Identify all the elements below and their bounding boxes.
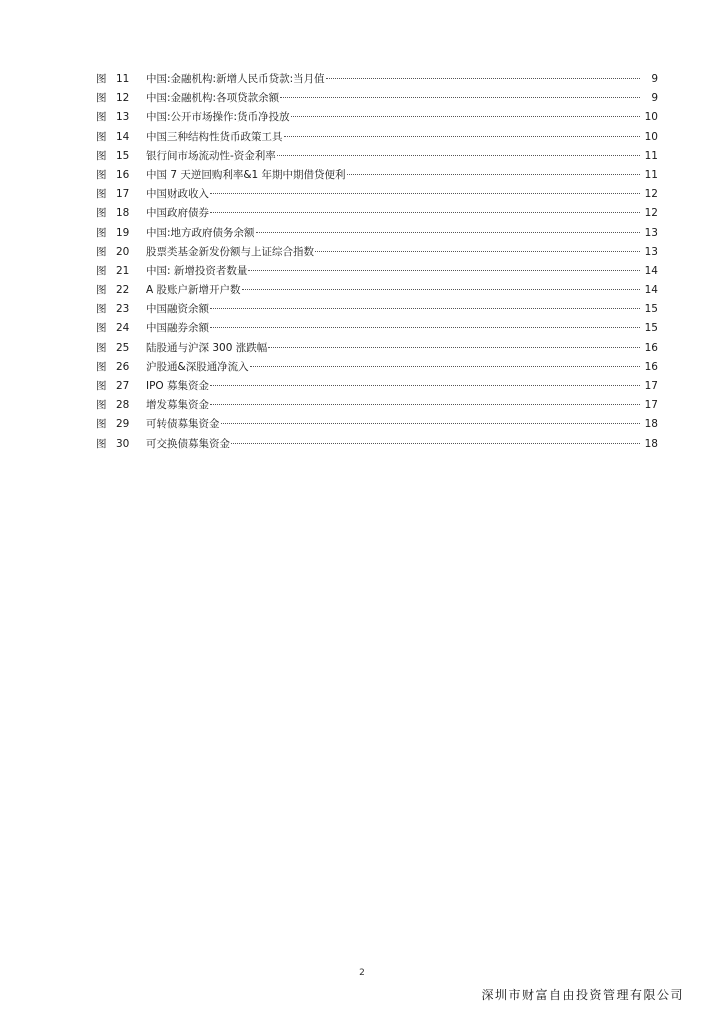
figure-label: 图 [96, 341, 107, 354]
figure-page[interactable]: 13 [644, 226, 658, 239]
figure-title[interactable]: IPO 募集资金 [146, 380, 210, 392]
toc-entry[interactable] [96, 415, 658, 434]
figure-number: 13 [116, 111, 130, 124]
figure-page[interactable]: 11 [644, 168, 658, 181]
figure-page[interactable]: 10 [644, 130, 658, 143]
figure-number: 17 [116, 188, 130, 201]
dot-leader [250, 366, 640, 367]
company-name: 深圳市财富自由投资管理有限公司 [481, 988, 684, 1002]
toc-entry[interactable] [96, 89, 658, 108]
dot-leader [221, 423, 641, 424]
dot-leader [256, 232, 640, 233]
toc-entry[interactable] [96, 358, 658, 377]
figure-label: 图 [96, 149, 107, 162]
figure-title[interactable]: 中国融券余额 [146, 322, 209, 335]
figure-label: 图 [96, 92, 107, 105]
figure-page[interactable]: 13 [644, 245, 658, 258]
dot-leader [231, 443, 640, 444]
dot-leader [210, 327, 640, 328]
figure-label: 图 [96, 188, 107, 201]
figure-title[interactable]: 可转债募集资金 [146, 418, 220, 431]
figure-page[interactable]: 14 [644, 264, 658, 277]
figure-number: 18 [116, 207, 130, 220]
dot-leader [268, 347, 640, 348]
toc-entry[interactable] [96, 262, 658, 281]
figure-title[interactable]: 中国政府债券 [146, 207, 209, 220]
figure-title[interactable]: 股票类基金新发份额与上证综合指数 [146, 245, 314, 258]
figure-page[interactable]: 17 [644, 399, 658, 412]
figure-label: 图 [96, 168, 107, 181]
figure-page[interactable]: 10 [644, 111, 658, 124]
figure-number: 14 [116, 130, 130, 143]
figure-page[interactable]: 9 [651, 92, 658, 105]
toc-entry[interactable] [96, 185, 658, 204]
figure-title[interactable]: A 股账户新增开户数 [146, 284, 241, 297]
toc-entry[interactable] [96, 435, 658, 454]
figure-number: 21 [116, 264, 130, 277]
toc-entry[interactable] [96, 166, 658, 185]
figure-label: 图 [96, 360, 107, 373]
dot-leader [347, 174, 640, 175]
toc-entry[interactable] [96, 128, 658, 147]
figure-page[interactable]: 9 [651, 73, 658, 85]
figure-title[interactable]: 中国融资余额 [146, 303, 209, 316]
figure-number: 11 [116, 73, 130, 85]
page-number: 2 [359, 968, 365, 978]
figure-label: 图 [96, 207, 107, 220]
figure-title[interactable]: 中国:地方政府债务余额 [146, 226, 255, 239]
figure-number: 30 [116, 437, 130, 450]
figure-number: 20 [116, 245, 130, 258]
figure-number: 24 [116, 322, 130, 335]
figure-page[interactable]: 16 [644, 341, 658, 354]
toc-entry[interactable] [96, 70, 658, 89]
dot-leader [315, 251, 640, 252]
figure-page[interactable]: 18 [644, 437, 658, 450]
toc-entry[interactable] [96, 204, 658, 223]
dot-leader [210, 404, 640, 405]
toc-entry[interactable] [96, 281, 658, 300]
figure-title[interactable]: 可交换债募集资金 [146, 437, 230, 450]
figure-title[interactable]: 中国:公开市场操作:货币净投放 [146, 111, 290, 124]
figure-number: 29 [116, 418, 130, 431]
dot-leader [284, 136, 641, 137]
figure-label: 图 [96, 245, 107, 258]
figure-title[interactable]: 中国财政收入 [146, 188, 209, 201]
figure-page[interactable]: 18 [644, 418, 658, 431]
figure-label: 图 [96, 437, 107, 450]
figure-title[interactable]: 增发募集资金 [146, 399, 209, 412]
figure-page[interactable]: 16 [644, 360, 658, 373]
figure-title[interactable]: 中国: 新增投资者数量 [146, 264, 248, 277]
toc-entry[interactable] [96, 147, 658, 166]
figure-label: 图 [96, 322, 107, 335]
dot-leader [210, 212, 640, 213]
toc-entry[interactable] [96, 339, 658, 358]
figure-title[interactable]: 中国 7 天逆回购利率&1 年期中期借贷便利 [146, 168, 346, 181]
toc-entry[interactable] [96, 319, 658, 338]
figure-page[interactable]: 12 [644, 207, 658, 220]
figure-title[interactable]: 陆股通与沪深 300 涨跌幅 [146, 341, 268, 354]
dot-leader [210, 193, 640, 194]
figure-number: 12 [116, 92, 130, 105]
figure-number: 16 [116, 168, 130, 181]
figure-label: 图 [96, 264, 107, 277]
figure-title[interactable]: 中国:金融机构:各项贷款余额 [146, 92, 280, 105]
figure-title[interactable]: 银行间市场流动性-资金利率 [146, 149, 276, 162]
toc-entry[interactable] [96, 377, 658, 396]
dot-leader [291, 116, 640, 117]
toc-entry[interactable] [96, 224, 658, 243]
figure-label: 图 [96, 226, 107, 239]
dot-leader [210, 385, 640, 386]
toc-entry[interactable] [96, 300, 658, 319]
figure-label: 图 [96, 380, 107, 392]
figure-number: 19 [116, 226, 130, 239]
figure-title[interactable]: 中国:金融机构:新增人民币贷款:当月值 [146, 73, 325, 85]
figure-number: 26 [116, 360, 130, 373]
figure-number: 22 [116, 284, 130, 297]
figure-label: 图 [96, 399, 107, 412]
figure-number: 25 [116, 341, 130, 354]
figure-page[interactable]: 11 [644, 149, 658, 162]
figure-number: 23 [116, 303, 130, 316]
figure-page[interactable]: 12 [644, 188, 658, 201]
figure-title[interactable]: 中国三种结构性货币政策工具 [146, 130, 283, 143]
dot-leader [277, 155, 640, 156]
figure-label: 图 [96, 73, 107, 85]
figure-title[interactable]: 沪股通&深股通净流入 [146, 360, 249, 373]
dot-leader [210, 308, 640, 309]
toc-entry[interactable] [96, 243, 658, 262]
figure-number: 27 [116, 380, 130, 392]
dot-leader [242, 289, 640, 290]
figure-page[interactable]: 15 [644, 322, 658, 335]
toc-entry[interactable] [96, 396, 658, 415]
toc-entry[interactable] [96, 108, 658, 127]
figure-label: 图 [96, 418, 107, 431]
dot-leader [280, 97, 640, 98]
table-of-figures [96, 70, 658, 454]
figure-label: 图 [96, 284, 107, 297]
figure-page[interactable]: 14 [644, 284, 658, 297]
figure-page[interactable]: 15 [644, 303, 658, 316]
figure-number: 15 [116, 149, 130, 162]
dot-leader [326, 78, 640, 79]
figure-page[interactable]: 17 [644, 380, 658, 392]
figure-label: 图 [96, 111, 107, 124]
figure-label: 图 [96, 130, 107, 143]
dot-leader [248, 270, 640, 271]
figure-label: 图 [96, 303, 107, 316]
figure-number: 28 [116, 399, 130, 412]
